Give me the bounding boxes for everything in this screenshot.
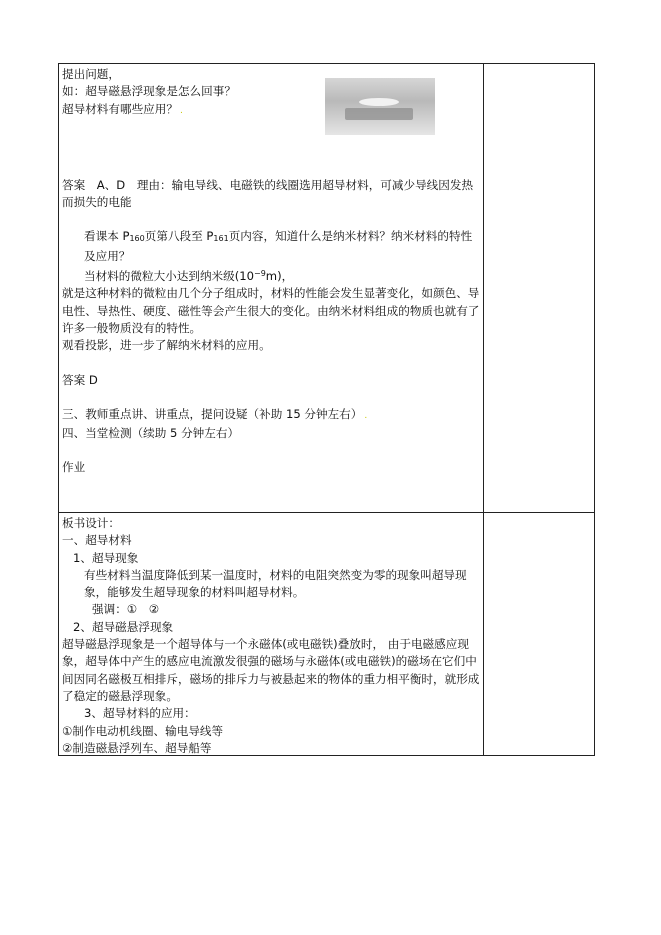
reading-task: 看课本 $P_{160}$页第八段至 $P_{161}$页内容，知道什么是纳米材料？纳米材料的特性及应用？	[84, 229, 473, 263]
teaching-process-cell	[59, 64, 484, 512]
answer-1: 答案 A、D 理由：输电导线、电磁铁的线圈选用超导材料，可减少导线因发热而损失的电能	[62, 177, 474, 210]
notes-cell	[484, 64, 594, 512]
homework: 作业	[62, 460, 86, 475]
heading-superconductor: 一、超导材料	[62, 533, 132, 548]
definition: 有些材料当温度降低到某一温度时，材料的电阻突然变为零的现象叫超导现象，能够发生超导现象的材料叫超导材料。	[84, 567, 467, 600]
question-heading: 提出问题，	[62, 67, 120, 81]
heading-applications: 3、超导材料的应用：	[84, 706, 196, 721]
heading-levitation: 2、超导磁悬浮现象	[73, 619, 174, 634]
board-design-cell	[59, 513, 484, 755]
application-1: ①制作电动机线圈、输电导线等	[62, 723, 224, 738]
levitation-photo-icon	[325, 78, 435, 135]
watch-projection: 观看投影，进一步了解纳米材料的应用。	[62, 338, 271, 353]
board-title: 板书设计：	[62, 516, 120, 530]
question-1: 如：超导磁悬浮现象是怎么回事？	[62, 84, 236, 99]
application-2: ②制造磁悬浮列车、超导船等	[62, 740, 212, 755]
mark-dot: .	[364, 410, 368, 421]
nano-size: 当材料的微粒大小达到纳米级$(10^{-9}m)$，	[84, 269, 294, 284]
notes-cell-2	[484, 513, 594, 755]
step-3: 三、教师重点讲、讲重点，提问设疑（补助 15 分钟左右） .	[62, 406, 368, 421]
mark-dot: .	[179, 105, 183, 116]
emphasis: 强调：① ②	[92, 602, 160, 617]
answer-2: 答案 D	[62, 372, 98, 387]
photo-magnet	[345, 108, 413, 120]
lesson-table	[58, 63, 595, 756]
nano-description: 就是这种材料的微粒由几个分子组成时，材料的性能会发生显著变化，如颜色、导电性、导热性、硬度、磁性等会产生很大的变化。由纳米材料组成的物质也就有了许多一般物质没有的特性。	[62, 286, 480, 335]
heading-phenomenon: 1、超导现象	[73, 550, 139, 565]
photo-glow	[359, 98, 399, 106]
step-4: 四、当堂检测（续助 5 分钟左右）	[62, 426, 240, 441]
levitation-text: 超导磁悬浮现象是一个超导体与一个永磁体(或电磁铁)叠放时， 由于电磁感应现象，超导体中产生的感应电流激发很强的磁场与永磁体(或电磁铁)的磁场在它们中间因同名磁极互相排斥，磁场的排斥力与被悬起来的物体的重力相平衡时，就形成了稳定的磁悬浮现象。	[62, 637, 480, 703]
question-2: 超导材料有哪些应用？ .	[62, 101, 183, 116]
table-row-board-design	[59, 513, 594, 755]
table-row-teaching-process	[59, 64, 594, 513]
